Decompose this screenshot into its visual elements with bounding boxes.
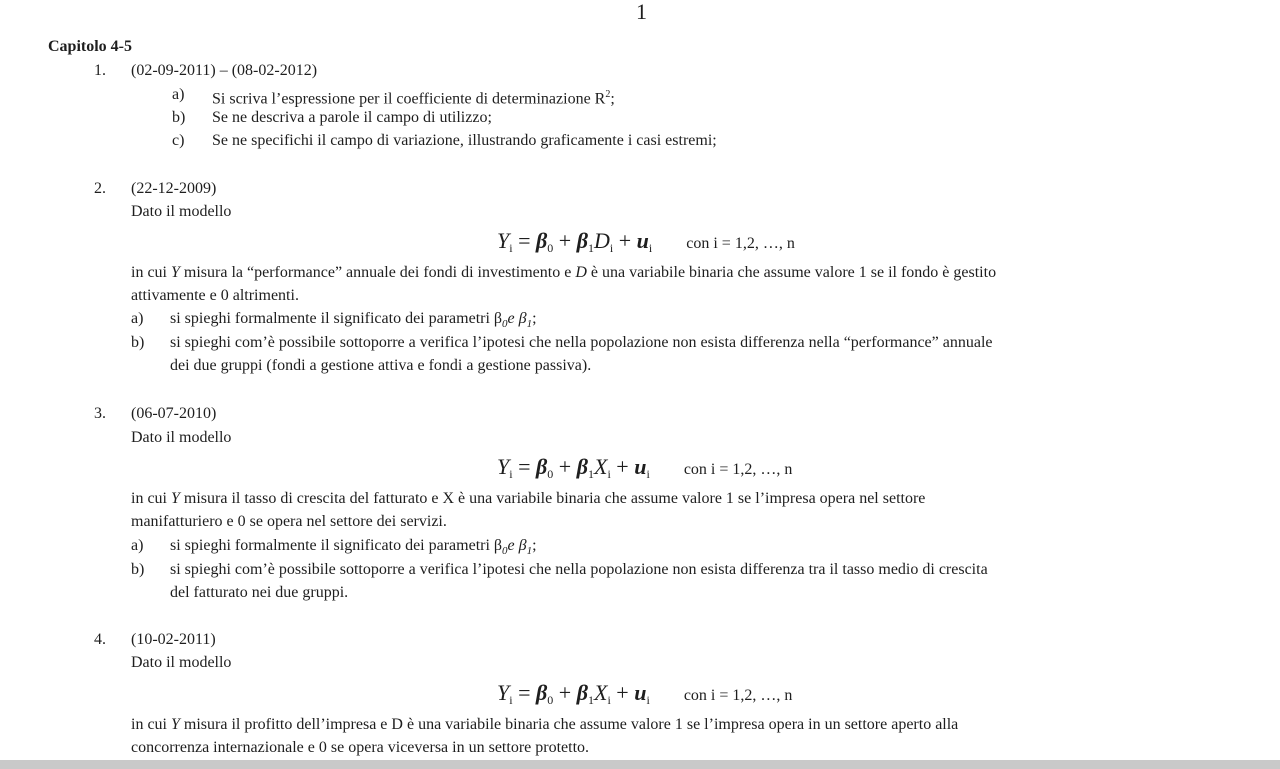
item-text xyxy=(212,85,615,109)
model-description-cont: manifatturiero e 0 se opera nel settore dei servizi. xyxy=(131,513,447,530)
item-text-cont: dei due gruppi (fondi a gestione attiva e fondi a gestione passiva). xyxy=(170,357,592,374)
item-text: si spieghi formalmente il significato dei parametri $\beta_0e$ $\beta_1$; xyxy=(170,537,537,558)
question-dates: (22-12-2009) xyxy=(131,180,217,197)
formula-condition: con i = 1,2, …, n xyxy=(683,687,793,704)
superscript: 2 xyxy=(605,89,611,100)
item-text: si spieghi com’è possibile sottoporre a verifica l’ipotesi che nella popolazione non esista differenza tra il tasso medio di crescita xyxy=(170,561,988,578)
question-dates: (06-07-2010) xyxy=(131,405,217,422)
item-label: b) xyxy=(131,561,145,578)
model-description: in cui Y misura il profitto dell’impresa e D è una variabile binaria che assume valore 1 se l’impresa opera in un settore aperto alla xyxy=(131,716,959,733)
model-formula: $Y_i = \beta_0 + \beta_1X_i + u_i$ con i = 1,2, …, n xyxy=(497,680,793,707)
item-label: c) xyxy=(172,132,185,149)
chapter-title: Capitolo 4-5 xyxy=(48,38,132,55)
formula-regressor: X xyxy=(594,454,608,479)
bottom-scroll-bar[interactable] xyxy=(0,760,1280,769)
item-text: Se ne descriva a parole il campo di utilizzo; xyxy=(212,109,492,126)
question-number: 2. xyxy=(94,180,106,197)
item-label: b) xyxy=(131,334,145,351)
formula-condition: con i = 1,2, …, n xyxy=(683,461,793,478)
question-number: 3. xyxy=(94,405,106,422)
item-text: Se ne specifichi il campo di variazione, illustrando graficamente i casi estremi; xyxy=(212,132,717,149)
model-description: in cui Y misura il tasso di crescita del fatturato e X è una variabile binaria che assume valore 1 se l’impresa opera nel settore xyxy=(131,490,926,507)
model-description-cont: attivamente e 0 altrimenti. xyxy=(131,287,299,304)
item-label: b) xyxy=(172,109,186,126)
model-formula: $Y_i = \beta_0 + \beta_1D_i + u_i$ con i = 1,2, …, n xyxy=(497,228,795,255)
question-dates: (10-02-2011) xyxy=(131,631,216,648)
model-description: in cui Y misura la “performance” annuale dei fondi di investimento e D è una variabile binaria che assume valore 1 se il fondo è gestito xyxy=(131,264,997,281)
item-label: a) xyxy=(172,86,185,103)
formula-condition: con i = 1,2, …, n xyxy=(686,235,795,252)
item-text-main: Si scriva l’espressione per il coefficiente di determinazione R xyxy=(212,90,606,108)
question-intro: Dato il modello xyxy=(131,429,232,446)
item-text: si spieghi com’è possibile sottoporre a verifica l’ipotesi che nella popolazione non esista differenza nella “performance” annuale xyxy=(170,334,993,351)
item-label: a) xyxy=(131,537,144,554)
item-text-cont: del fatturato nei due gruppi. xyxy=(170,584,349,601)
item-label: a) xyxy=(131,310,144,327)
model-formula: $Y_i = \beta_0 + \beta_1X_i + u_i$ con i = 1,2, …, n xyxy=(497,454,793,481)
question-dates: (02-09-2011) – (08-02-2012) xyxy=(131,62,318,79)
item-text: si spieghi formalmente il significato dei parametri $\beta_0e$ $\beta_1$; xyxy=(170,310,537,331)
item-text-end: ; xyxy=(610,90,615,108)
question-intro: Dato il modello xyxy=(131,203,232,220)
page-number: 1 xyxy=(636,0,647,24)
question-number: 4. xyxy=(94,631,106,648)
question-intro: Dato il modello xyxy=(131,654,232,671)
model-description-cont: concorrenza internazionale e 0 se opera viceversa in un settore protetto. xyxy=(131,739,590,756)
formula-regressor: X xyxy=(594,680,608,705)
formula-regressor: D xyxy=(594,228,610,253)
question-number: 1. xyxy=(94,62,106,79)
